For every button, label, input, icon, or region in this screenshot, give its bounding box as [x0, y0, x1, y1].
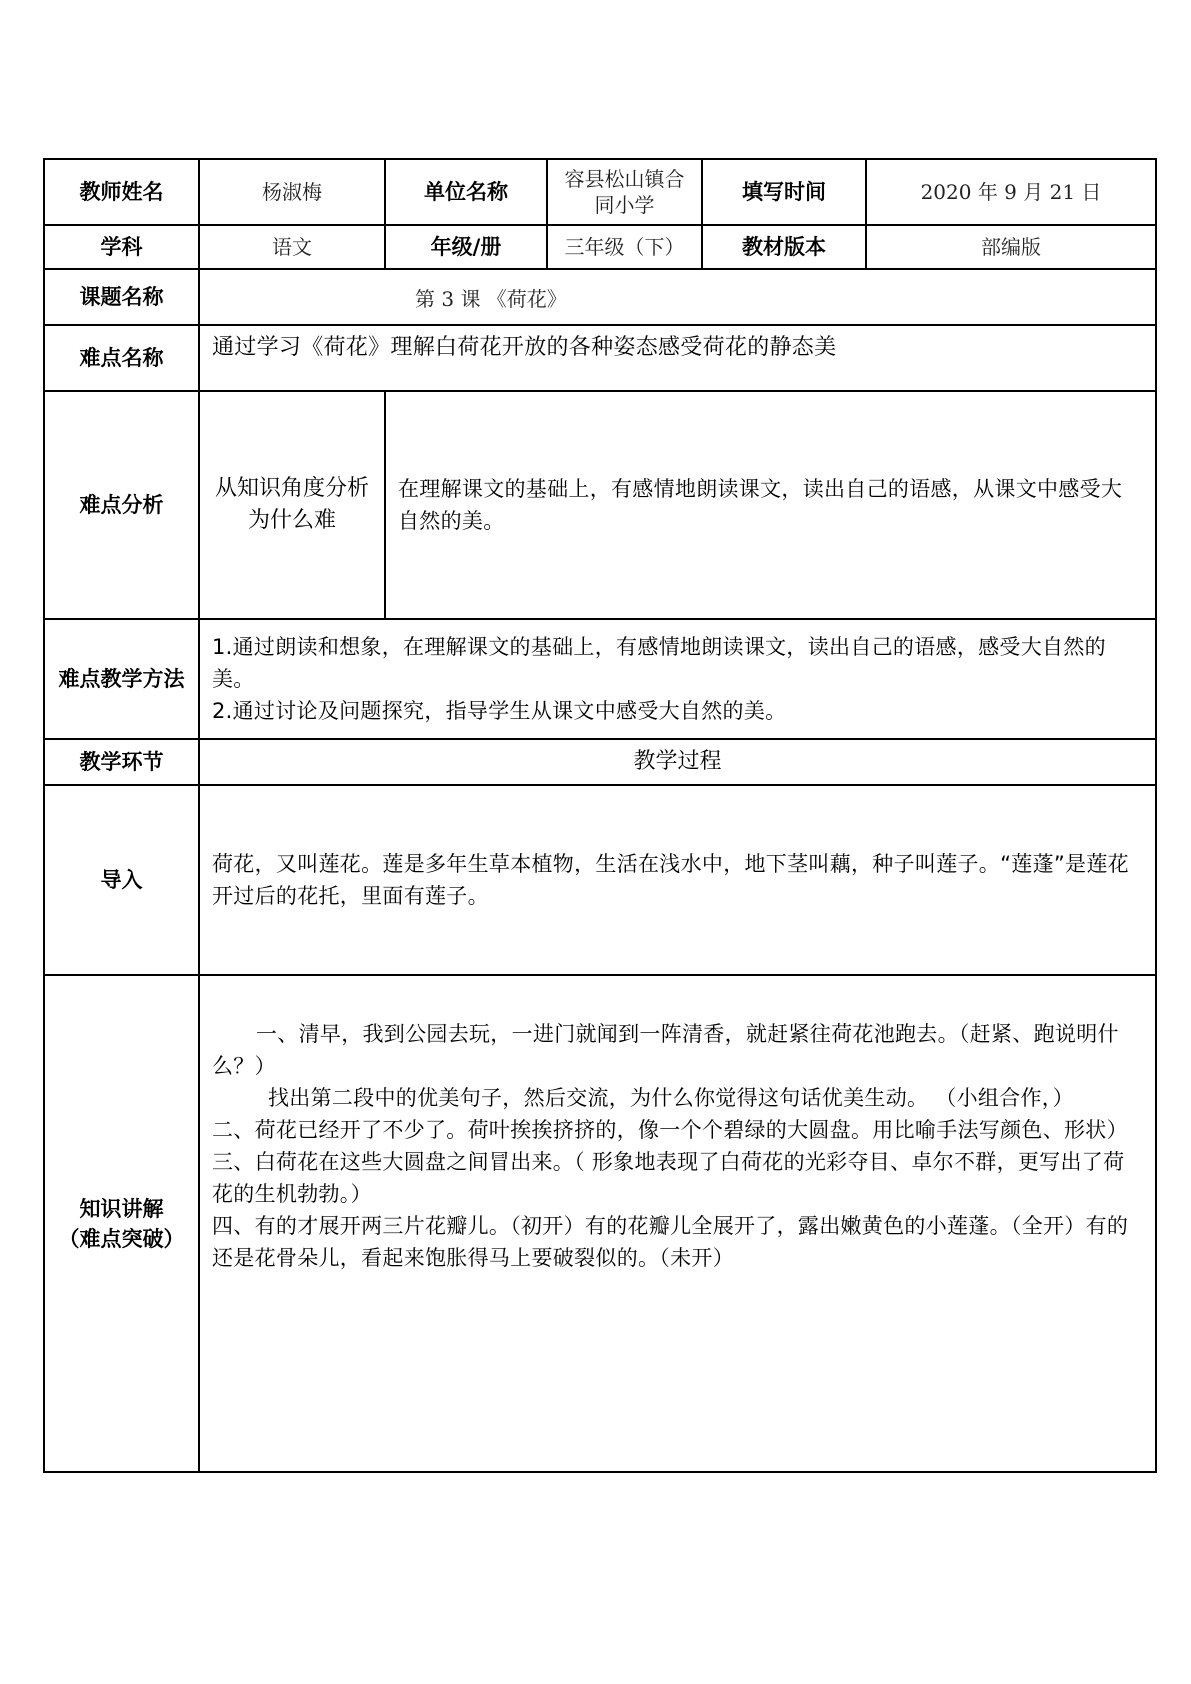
unit-value: 容县松山镇合同小学: [547, 159, 702, 225]
lesson-plan-table: [43, 158, 1157, 1473]
row-process-header: [44, 739, 1156, 785]
teacher-label: 教师姓名: [44, 159, 199, 225]
difficulty-label: 难点名称: [44, 325, 199, 391]
date-value: 2020 年 9 月 21 日: [866, 159, 1156, 225]
row-intro: [44, 785, 1156, 975]
method-line-2: 2.通过讨论及问题探究，指导学生从课文中感受大自然的美。: [212, 699, 787, 723]
row-knowledge: [44, 975, 1156, 1472]
knowledge-label-line-2: （难点突破）: [58, 1226, 185, 1251]
knowledge-para-4: 三、白荷花在这些大圆盘之间冒出来。（ 形象地表现了白荷花的光彩夺目、卓尔不群，更写出了荷花的生机勃勃。）: [212, 1150, 1125, 1206]
unit-label: 单位名称: [385, 159, 547, 225]
topic-label: 课题名称: [44, 269, 199, 325]
teacher-value: 杨淑梅: [199, 159, 385, 225]
knowledge-para-5: 四、有的才展开两三片花瓣儿。（初开）有的花瓣儿全展开了，露出嫩黄色的小莲蓬。（全开）有的还是花骨朵儿，看起来饱胀得马上要破裂似的。（未开）: [212, 1214, 1129, 1270]
method-line-1: 1.通过朗读和想象，在理解课文的基础上，有感情地朗读课文，读出自己的语感，感受大自然的美。: [212, 635, 1106, 691]
method-label: 难点教学方法: [44, 619, 199, 739]
knowledge-para-3: 二、荷花已经开了不少了。荷叶挨挨挤挤的，像一个个碧绿的大圆盘。用比喻手法写颜色、形状）: [212, 1118, 1128, 1142]
intro-label: 导入: [44, 785, 199, 975]
process-value: 教学过程: [199, 739, 1156, 785]
intro-value: 荷花，又叫莲花。莲是多年生草本植物，生活在浅水中，地下茎叫藕，种子叫莲子。“莲蓬”是莲花开过后的花托，里面有莲子。: [199, 785, 1156, 975]
row-topic: [44, 269, 1156, 325]
topic-value: 第 3 课 《荷花》: [199, 269, 1156, 325]
method-value: [199, 619, 1156, 739]
row-method: [44, 619, 1156, 739]
row-teacher: [44, 159, 1156, 225]
analysis-value: 在理解课文的基础上，有感情地朗读课文，读出自己的语感，从课文中感受大自然的美。: [385, 391, 1156, 619]
subject-label: 学科: [44, 225, 199, 269]
analysis-label: 难点分析: [44, 391, 199, 619]
date-label: 填写时间: [702, 159, 866, 225]
row-difficulty: [44, 325, 1156, 391]
row-subject: [44, 225, 1156, 269]
grade-value: 三年级（下）: [547, 225, 702, 269]
subject-value: 语文: [199, 225, 385, 269]
analysis-sub-label: 从知识角度分析为什么难: [199, 391, 385, 619]
edition-label: 教材版本: [702, 225, 866, 269]
knowledge-label-line-1: 知识讲解: [79, 1196, 164, 1221]
edition-value: 部编版: [866, 225, 1156, 269]
process-label: 教学环节: [44, 739, 199, 785]
knowledge-para-2: 找出第二段中的优美句子，然后交流，为什么你觉得这句话优美生动。 （小组合作，）: [268, 1086, 1074, 1110]
knowledge-label: [44, 975, 199, 1472]
knowledge-value: [199, 975, 1156, 1472]
row-analysis: [44, 391, 1156, 619]
grade-label: 年级/册: [385, 225, 547, 269]
knowledge-para-1: 一、清早，我到公园去玩，一进门就闻到一阵清香，就赶紧往荷花池跑去。（赶紧、跑说明什么？）: [212, 1022, 1119, 1078]
difficulty-value: 通过学习《荷花》理解白荷花开放的各种姿态感受荷花的静态美: [199, 325, 1156, 391]
